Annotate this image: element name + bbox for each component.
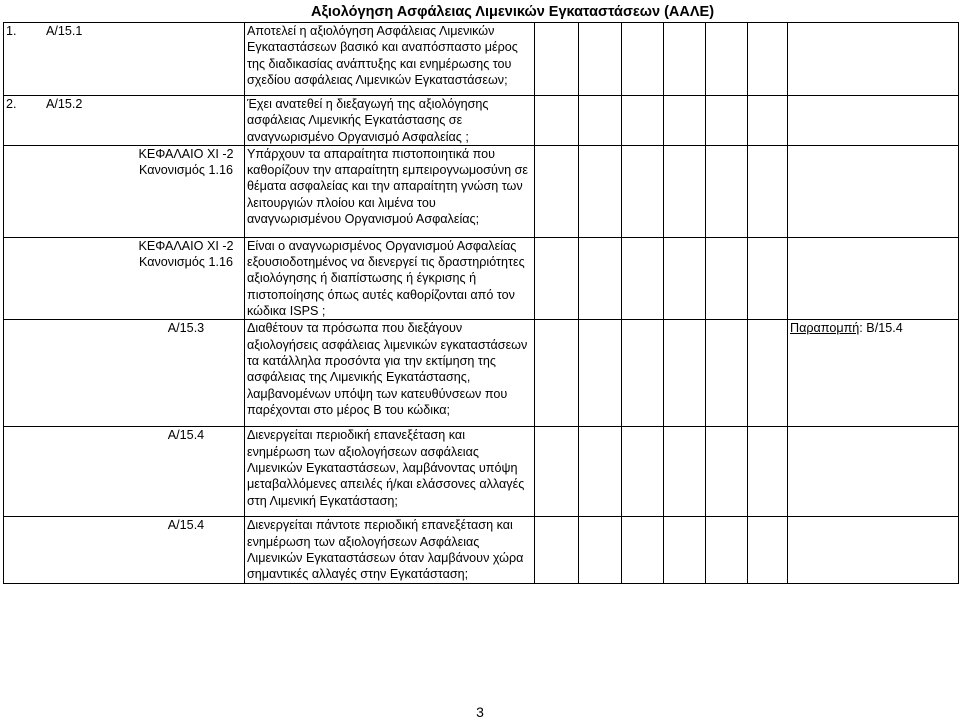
row-number: 2. <box>6 97 17 111</box>
remarks-cell[interactable] <box>788 427 959 517</box>
reference-code: Α/15.1 <box>46 24 83 38</box>
row-number: 1. <box>6 24 17 38</box>
answer-cell[interactable] <box>622 145 664 237</box>
answer-cell[interactable] <box>579 517 622 583</box>
question-cell: Διαθέτουν τα πρόσωπα που διεξάγουν αξιολογήσεις ασφάλειας λιμενικών εγκαταστάσεων τα κατάλληλα προσόντα για την εκτίμηση της ασφάλειας της Λιμενικής Εγκατάστασης, λαμβανομένων υπόψη των κατευθύνσεων που παρέχονται στο μέρος Β του κώδικα; <box>245 320 535 427</box>
reference-regulation: Κανονισμός 1.16 <box>138 255 234 270</box>
answer-cell[interactable] <box>622 517 664 583</box>
answer-cell[interactable] <box>706 517 748 583</box>
answer-cell[interactable] <box>706 427 748 517</box>
answer-cell[interactable] <box>706 96 748 146</box>
answer-cell[interactable] <box>535 96 579 146</box>
answer-cell[interactable] <box>622 237 664 319</box>
answer-cell[interactable] <box>535 320 579 427</box>
question-cell: Διενεργείται περιοδική επανεξέταση και ενημέρωση των αξιολογήσεων ασφάλειας Λιμενικών Εγκαταστάσεων, λαμβάνοντας υπόψη μεταβαλλόμενες απειλές ή/και ελάσσονες αλλαγές στη Λιμενική Εγκατάσταση; <box>245 427 535 517</box>
document-title: Αξιολόγηση Ασφάλειας Λιμενικών Εγκαταστάσεων (ΑΑΛΕ) <box>310 4 715 20</box>
reference-cell <box>4 320 245 427</box>
cross-reference-value: : Β/15.4 <box>859 321 903 336</box>
cross-reference-label: Παραπομπή <box>790 321 860 336</box>
remarks-cell[interactable] <box>788 517 959 583</box>
remarks-cell[interactable] <box>788 145 959 237</box>
reference-cell <box>4 23 245 96</box>
answer-cell[interactable] <box>748 23 788 96</box>
assessment-table <box>3 22 959 584</box>
answer-cell[interactable] <box>579 145 622 237</box>
answer-cell[interactable] <box>706 237 748 319</box>
question-cell: Έχει ανατεθεί η διεξαγωγή της αξιολόγησης ασφάλειας Λιμενικής Εγκατάστασης σε αναγνωρισμένο Οργανισμό Ασφαλείας ; <box>245 96 535 146</box>
answer-cell[interactable] <box>664 517 706 583</box>
answer-cell[interactable] <box>535 427 579 517</box>
answer-cell[interactable] <box>535 517 579 583</box>
remarks-cell[interactable] <box>788 23 959 96</box>
table-row <box>4 320 959 427</box>
answer-cell[interactable] <box>748 96 788 146</box>
answer-cell[interactable] <box>748 517 788 583</box>
answer-cell[interactable] <box>622 320 664 427</box>
answer-cell[interactable] <box>579 96 622 146</box>
answer-cell[interactable] <box>706 145 748 237</box>
answer-cell[interactable] <box>748 145 788 237</box>
answer-cell[interactable] <box>664 145 706 237</box>
reference-cell <box>4 517 245 583</box>
answer-cell[interactable] <box>748 237 788 319</box>
reference-code: Α/15.2 <box>46 97 83 111</box>
answer-cell[interactable] <box>664 237 706 319</box>
answer-cell[interactable] <box>748 320 788 427</box>
answer-cell[interactable] <box>748 427 788 517</box>
answer-cell[interactable] <box>664 427 706 517</box>
answer-cell[interactable] <box>622 427 664 517</box>
answer-cell[interactable] <box>706 320 748 427</box>
reference-regulation: Κανονισμός 1.16 <box>138 163 234 178</box>
remarks-cell[interactable] <box>788 320 959 427</box>
answer-cell[interactable] <box>664 96 706 146</box>
table-row <box>4 517 959 583</box>
answer-cell[interactable] <box>579 237 622 319</box>
table-row <box>4 145 959 237</box>
question-cell: Αποτελεί η αξιολόγηση Ασφάλειας Λιμενικών Εγκαταστάσεων βασικό και αναπόσπαστο μέρος της διαδικασίας ανάπτυξης και ενημέρωσης του σχεδίου ασφάλειας Λιμενικών Εγκαταστάσεων; <box>245 23 535 96</box>
reference-cell <box>4 427 245 517</box>
question-cell: Υπάρχουν τα απαραίτητα πιστοποιητικά που καθορίζουν την απαραίτητη εμπειρογνωμοσύνη σε θέματα ασφαλείας και την απαραίτητη γνώση των λειτουργιών πλοίου και λιμένα του αναγνωρισμένου Οργανισμού Ασφαλείας; <box>245 145 535 237</box>
question-cell: Είναι ο αναγνωρισμένος Οργανισμού Ασφαλείας εξουσιοδοτημένος να διενεργεί τις δραστηριότητες αξιολόγησης ή διαπίστωσης ή έγκρισης ή πιστοποίησης όπως αυτές καθορίζονται από τον κώδικα ISPS ; <box>245 237 535 319</box>
table-row <box>4 427 959 517</box>
answer-cell[interactable] <box>579 427 622 517</box>
reference-chapter: ΚΕΦΑΛΑΙΟ ΧΙ -2 <box>138 238 234 253</box>
answer-cell[interactable] <box>706 23 748 96</box>
answer-cell[interactable] <box>664 320 706 427</box>
answer-cell[interactable] <box>579 23 622 96</box>
reference-cell <box>4 145 245 237</box>
answer-cell[interactable] <box>535 237 579 319</box>
question-cell: Διενεργείται πάντοτε περιοδική επανεξέταση και ενημέρωση των αξιολογήσεων Ασφάλειας Λιμενικών Εγκαταστάσεων όταν λαμβάνουν χώρα σημαντικές αλλαγές στην Εγκατάσταση; <box>245 517 535 583</box>
table-row <box>4 23 959 96</box>
reference-code: Α/15.4 <box>167 518 205 533</box>
answer-cell[interactable] <box>622 23 664 96</box>
table-row <box>4 237 959 319</box>
answer-cell[interactable] <box>579 320 622 427</box>
reference-cell <box>4 96 245 146</box>
answer-cell[interactable] <box>664 23 706 96</box>
reference-code: Α/15.3 <box>167 321 205 336</box>
table-row <box>4 96 959 146</box>
page-number: 3 <box>476 704 484 720</box>
answer-cell[interactable] <box>535 23 579 96</box>
answer-cell[interactable] <box>535 145 579 237</box>
remarks-cell[interactable] <box>788 96 959 146</box>
reference-code: Α/15.4 <box>167 428 205 443</box>
remarks-cell[interactable] <box>788 237 959 319</box>
reference-chapter: ΚΕΦΑΛΑΙΟ ΧΙ -2 <box>138 146 234 161</box>
reference-cell <box>4 237 245 319</box>
answer-cell[interactable] <box>622 96 664 146</box>
